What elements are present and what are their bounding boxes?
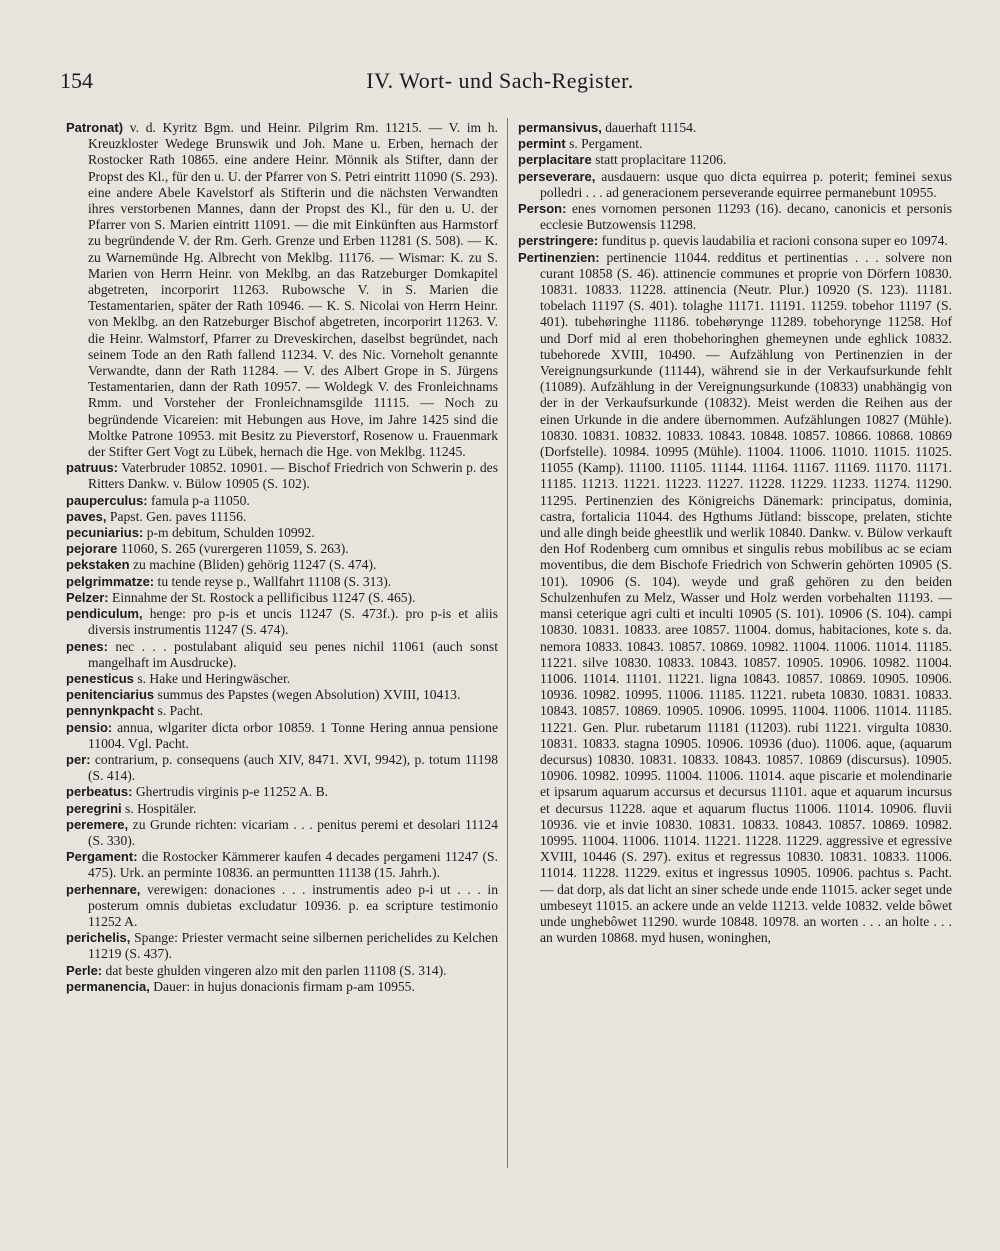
entry-text: Dauer: in hujus donacionis firmam p-am 10955. [149,978,415,994]
entry-headword: Pergament: [66,849,138,865]
entry-text: verewigen: donaciones . . . instrumentis adeo p-i ut . . . in posterum omnis dubietas excludatur 10936. p. ea scripture testimonio 11252 A. [88,881,498,929]
entry-text: Ghertrudis virginis p-e 11252 A. B. [132,784,329,800]
entry-headword: peregrini [66,800,122,816]
entry-text: Papst. Gen. paves 11156. [106,508,247,524]
running-title: IV. Wort- und Sach-Register. [366,68,634,93]
column-divider [507,118,508,1168]
entry-headword: perbeatus: [66,784,133,800]
register-entry [66,120,498,460]
entry-headword: paves, [66,508,107,524]
entry-headword: penes: [66,638,108,654]
register-entry [66,509,498,525]
entry-text: henge: pro p-is et uncis 11247 (S. 473f.). pro p-is et aliis diversis instrumentis 11247 (S. 474). [88,606,498,638]
register-entry [66,849,498,881]
entry-headword: pennynkpacht [66,703,155,719]
entry-headword: penitenciarius [66,687,155,703]
register-entry [66,687,498,703]
entry-headword: pauperculus: [66,492,148,508]
entry-text: zu Grunde richten: vicariam . . . penitus peremi et desolari 11124 (S. 330). [88,816,498,848]
register-entry [66,671,498,687]
register-entry [66,541,498,557]
register-entry [66,882,498,931]
left-column [66,120,498,995]
register-entry [66,979,498,995]
entry-headword: Patronat) [66,120,124,135]
entry-text: tu tende reyse p., Wallfahrt 11108 (S. 313). [154,573,392,589]
register-entry [518,250,952,947]
entry-headword: pensio: [66,719,113,735]
entry-headword: Person: [518,201,567,217]
entry-text: Einnahme der St. Rostock a pellificibus 11247 (S. 465). [108,589,416,605]
entry-text: s. Hospitäler. [121,800,197,816]
register-entry [66,817,498,849]
entry-text: 11060, S. 265 (vurergeren 11059, S. 263). [117,541,349,557]
entry-text: nec . . . postulabant aliquid seu penes nichil 11061 (auch sonst mangelhaft im Ausdrucke). [88,638,498,670]
register-entry [518,136,952,152]
entry-text: zu machine (Bliden) gehörig 11247 (S. 474). [129,557,377,573]
register-entry [518,201,952,233]
entry-headword: perichelis, [66,930,131,946]
entry-text: dat beste ghulden vingeren alzo mit den parlen 11108 (S. 314). [102,962,447,978]
entry-headword: pelgrimmatze: [66,573,155,589]
register-entry [66,493,498,509]
entry-text: s. Pacht. [154,703,204,719]
register-entry [518,152,952,168]
entry-text: annua, wlgariter dicta orbor 10859. 1 Tonne Hering annua pensione 11004. Vgl. Pacht. [88,719,498,751]
register-entry [66,963,498,979]
entry-headword: permint [518,136,566,152]
register-entry [518,169,952,201]
entry-headword: permanencia, [66,978,150,994]
entry-headword: Perle: [66,962,103,978]
register-entry [518,233,952,249]
entry-headword: perseverare, [518,168,596,184]
register-entry [66,784,498,800]
entry-text: funditus p. quevis laudabilia et racioni consona super eo 10974. [598,233,948,249]
register-entry [518,120,952,136]
entry-text: contrarium, p. consequens (auch XIV, 8471. XVI, 9942), p. totum 11198 (S. 414). [88,751,498,784]
entry-headword: patruus: [66,460,118,476]
entry-headword: pejorare [66,541,118,557]
entry-text: enes vornomen personen 11293 (16). decano, canonicis et personis ecclesie Butzowensis 11298. [540,201,952,233]
entry-headword: perhennare, [66,881,141,897]
entry-headword: peremere, [66,816,129,832]
register-entry [66,752,498,784]
register-entry [66,930,498,962]
entry-text: v. d. Kyritz Bgm. und Heinr. Pilgrim Rm. 11215. — V. im h. Kreuzkloster Wedege Brunswik und Joh. Mane u. Erben, hernach der Rostocker Rath 10865. eine andere Heinr. Mönnik als Stifter, dann der Propst des Kl., für den u. U. der Pfarrer von S. Petri eintritt 11090 (S. 293). eine andere Abele Kavelstorf als Stifterin und die nächsten Verwandten ihres verstorbenen Mannes, dann der Propst des Kl., für den u. U. der Pfarrer von S. Marien eintritt 11091. — die mit Einkünften aus Harmstorf zu begründende V. der Rm. Gerh. Grenze und Erben 11281 (S. 508). — K. zu Warnemünde Hg. Albrecht von Meklbg. 11176. — Wismar: K. zu S. Marien von Herrn Heinr. von Meklbg. an das Ratzeburger Domkapitel abgetreten, incorporirt 11263. Rubowsche V. in S. Marien die Testamentarien, später der Rath 10946. — K. S. Nicolai von Herrn Heinr. von Meklbg. an den Ratzeburger Bischof abgetreten, incorporirt 11263. V. die Heinr. Walmstorf, Pfarrer zu Dreveskirchen, daselbst begründet, nach seinem Tode an den Rath fallend 11234. V. des Nic. Vorneholt genannte Verwandte, dann der Rath 11284. — V. des Albert Grope in S. Jürgens Testamentarien, dann der Rath 10957. — Woldegk V. des Fronleichnams Rmm. und Vorsteher der Fronleichnamsgilde 11115. — Noch zu begründende Vicareien: mit Hebungen aus Hove, im Jahre 1425 sind die Moltke Patrone 10953. mit Besitz zu Pieverstorf, Rosenow u. Frauenmark der Stifter Gert Vogt zu Lübek, hernach die Hge. von Meklbg. 11245. [88,120,498,460]
entry-text: famula p-a 11050. [147,492,250,508]
register-entry [66,525,498,541]
entry-headword: permansivus, [518,120,602,135]
entry-headword: pendiculum, [66,606,143,622]
entry-text: s. Hake und Heringwäscher. [133,670,291,686]
register-entry [66,574,498,590]
entry-headword: Pertinenzien: [518,249,600,265]
entry-text: statt proplacitare 11206. [591,152,727,168]
entry-headword: perstringere: [518,233,599,249]
right-column [518,120,952,946]
entry-headword: pekstaken [66,557,130,573]
entry-headword: perplacitare [518,152,592,168]
entry-headword: Pelzer: [66,589,109,605]
register-entry [66,606,498,638]
entry-headword: pecuniarius: [66,525,144,541]
entry-text: s. Pergament. [565,136,643,152]
entry-text: Vaterbruder 10852. 10901. — Bischof Friedrich von Schwerin p. des Ritters Dankw. v. Bülow 10905 (S. 102). [88,460,498,492]
register-entry [66,801,498,817]
entry-headword: per: [66,751,91,767]
register-entry [66,460,498,492]
entry-text: pertinencie 11044. redditus et pertinentias . . . solvere non curant 10858 (S. 46). attinencie communes et proprie von Dörfern 10830. 10831. 10833. 11228. attinencia (Neutr. Plur.) 10920 (S. 123). 11181. tobelach 11197 (S. 401). tolaghe 11171. 11191. 11259. tobehor 11197 (S. 401). tubehøringhe 11186. tobehørynge 11289. tobehorynge 11258. Hof und Dorf mid al eren thobehoringhen ghemeynen unde eghlick 10832. tubehorede XVIII, 10490. — Aufzählung von Pertinenzien in der Vereignungsurkunde (11144), während sie in der Verkaufsurkunde fehlt (11089). Aufzählung in der Vereignungsurkunde (10833) unabhängig von der in der Verkaufsurkunde (10832). Meist werden die Reihen aus der einen Urkunde in die andere übernommen. Aufzählungen 10827 (Mühle). 10830. 10831. 10832. 10833. 10843. 10848. 10857. 10866. 10868. 10869 (Dorfstelle). 10984. 10995 (Mühle). 11004. 11006. 11010. 11015. 11025. 11055 (Kamp). 11100. 11105. 11144. 11164. 11167. 11169. 11170. 11171. 11185. 11213. 11221. 11223. 11227. 11228. 11229. 11233. 11274. 11290. 11295. Pertinenzien des Königreichs Dänemark: principatus, dominia, castra, fortalicia 11044. des Hgthums Jütland: bisscope, prelaten, stichte und alle dingh beide gheestlik und werlik 10840. Dankw. v. Bülow verkauft den Hof Rodenberg cum omnibus et singulis rebus mobilibus ac se eciam moventibus, die dem Bischofe Friedrich von Schwerin gehörten 10905 (S. 101). 10906 (S. 104). weyde und graß gehören zu den beiden Schulzenhufen zu Melz, Wasser und Holz werden vorbehalten 11193. — mansi ceterique agri culti et inculti 10905 (S. 101). 10906 (S. 104). campi 10830. 10831. 10833. aree 10857. 11004. domus, habitaciones, kote s. da. nemora 10833. 10843. 10857. 10869. 10982. 11004. 11006. 11014. 11185. 11221. silve 10830. 10833. 10843. 10857. 10905. 10906. 10982. 11004. 11006. 11014. 11101. 11221. ligna 10843. 10857. 10869. 10905. 10906. 10936. 10982. 10995. 11006. 11185. 11221. rubeta 10830. 10831. 10833. 10843. 10857. 10869. 10905. 10906. 10995. 11004. 11006. 11014. 11185. 11221. Gen. Plur. rubetarum 11181 (11203). rubi 11221. virgulta 10830. 10831. 10833. stagna 10905. 10906. 10936 (duo). 11006. aque, (aquarum decursus) 10830. 10831. 10833. 10843. 10857. 10869 (discursus). 10905. 10906. 10982. 10995. 11004. 11006. 11014. aque piscarie et molendinarie et ipsarum aquarum accursus et decursus 11101. aque et aquarum incursus et decursus 11228. aque et aquarum fluctus 11006. 11014. 10906. fluvii 10936. vie et invie 10830. 10831. 10833. 10843. 10857. 10869. 10982. 10995. 11004. 11006. 11014. 11221. 11228. 11229. aggressive et egressive XVIII, 10446 (S. 297). exitus et regressus 10830. 10831. 10833. 11006. 11014. 11228. 11229. exitus et ingressus 10905. 10906. pachtus s. Pacht. — dat dorp, als dat licht an siner schede unde ende 11015. acker seget unde umbeseyt 11015. an ackere unde an velde 11213. velde 10832. velde bôwet unde unghebôwet 11290. wurde 10848. 10978. an worten . . . an holte . . . an wurden 10868. myd husen, woninghen, [540,249,953,946]
register-entry [66,703,498,719]
register-entry [66,639,498,671]
register-entry [66,720,498,752]
page-header [60,68,940,102]
entry-text: dauerhaft 11154. [601,120,697,135]
entry-text: die Rostocker Kämmerer kaufen 4 decades pergameni 11247 (S. 475). Urk. an perminte 10836. an permuntten 11138 (15. Jahrh.). [88,849,498,881]
entry-text: ausdauern: usque quo dicta equirrea p. poterit; feminei sexus polledri . . . ad generacionem perseverande equirree permanebunt 10955. [540,168,952,200]
register-entry [66,590,498,606]
entry-text: summus des Papstes (wegen Absolution) XVIII, 10413. [154,687,461,703]
entry-text: p-m debitum, Schulden 10992. [143,525,315,541]
register-entry [66,557,498,573]
entry-text: Spange: Priester vermacht seine silbernen perichelides zu Kelchen 11219 (S. 437). [88,930,498,962]
entry-headword: penesticus [66,670,134,686]
page-number: 154 [60,68,93,93]
